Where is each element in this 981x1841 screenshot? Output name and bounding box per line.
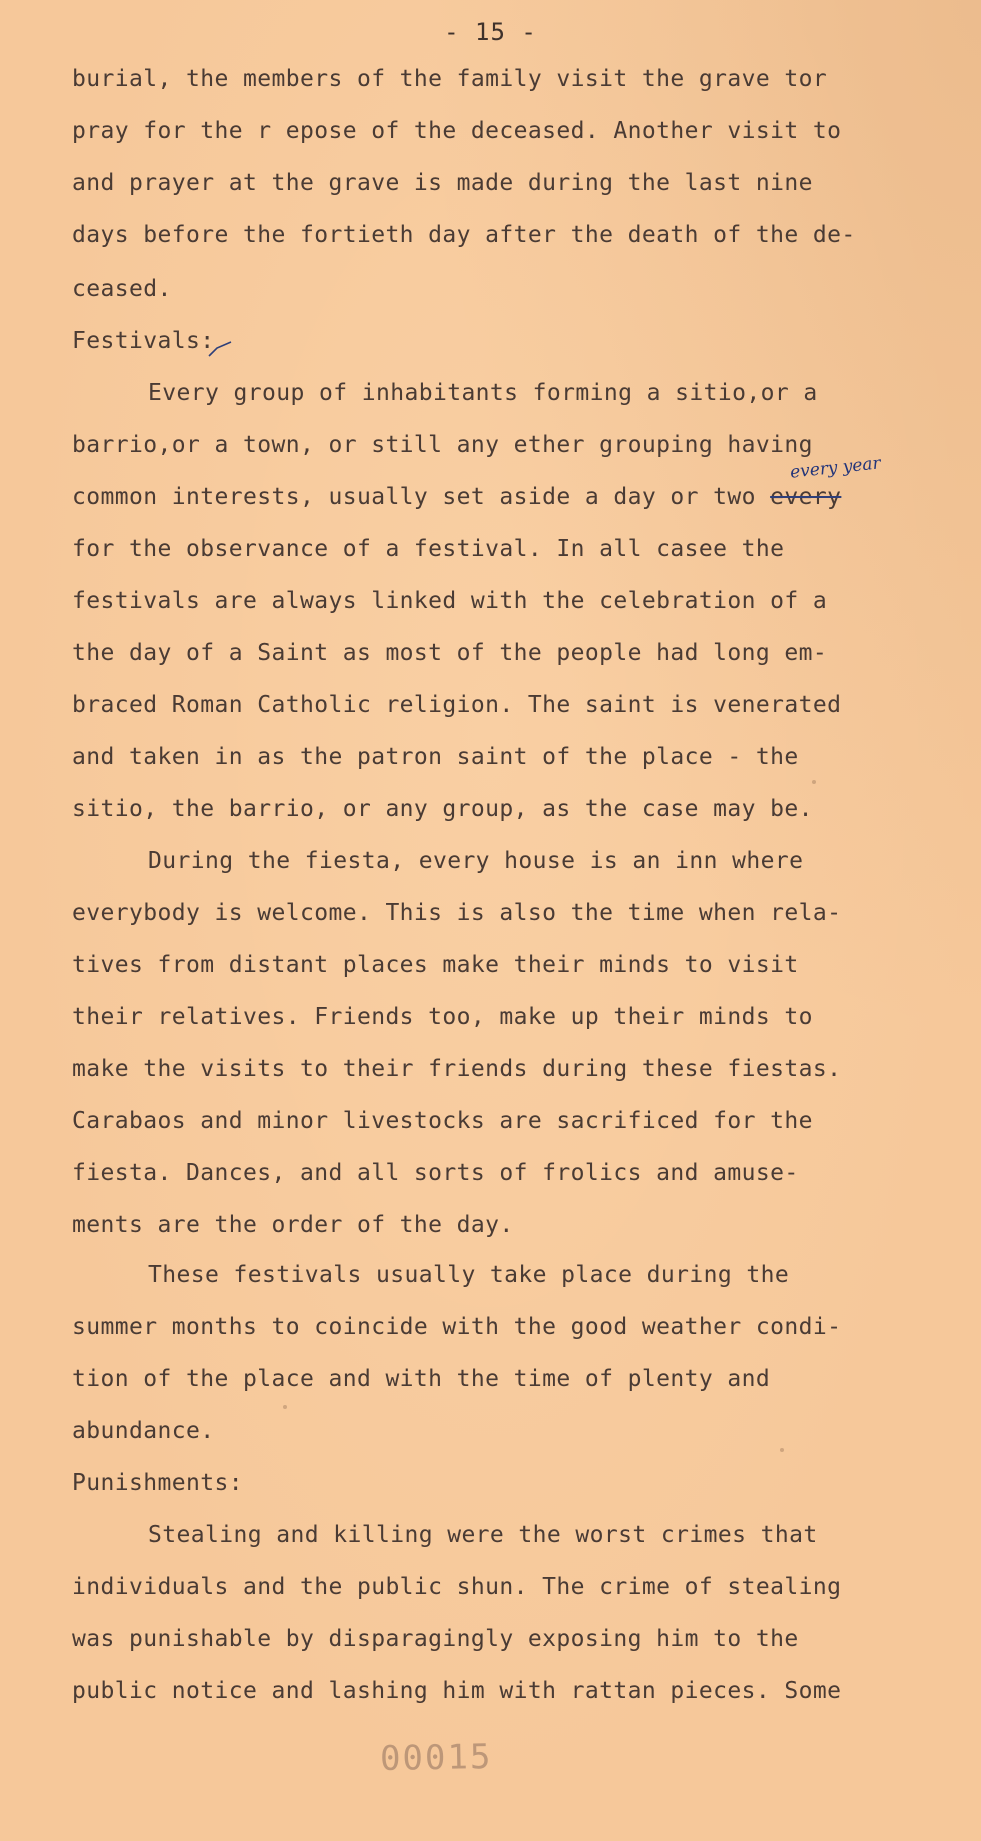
text-line-segment: common interests, usually set aside a day or two xyxy=(72,484,756,510)
text-line: barrio,or a town, or still any ether grouping having xyxy=(72,432,813,458)
section-heading-punishments: Punishments: xyxy=(72,1470,243,1496)
text-line: and prayer at the grave is made during the last nine xyxy=(72,170,813,196)
text-line: braced Roman Catholic religion. The saint is venerated xyxy=(72,692,842,718)
text-line: summer months to coincide with the good weather condi- xyxy=(72,1314,842,1340)
text-line: and taken in as the patron saint of the place - the xyxy=(72,744,799,770)
text-line: burial, the members of the family visit the grave tor xyxy=(72,66,828,92)
struck-word: every xyxy=(770,484,842,510)
text-line: everybody is welcome. This is also the time when rela- xyxy=(72,900,842,926)
paper-speck xyxy=(812,780,816,784)
text-line: sitio, the barrio, or any group, as the case may be. xyxy=(72,796,813,822)
text-line: make the visits to their friends during these fiestas. xyxy=(72,1056,842,1082)
text-line: individuals and the public shun. The crime of stealing xyxy=(72,1574,842,1600)
text-line: Carabaos and minor livestocks are sacrificed for the xyxy=(72,1108,813,1134)
paper-speck xyxy=(283,1405,287,1409)
text-line: public notice and lashing him with rattan pieces. Some xyxy=(72,1678,842,1704)
text-line: was punishable by disparagingly exposing him to the xyxy=(72,1626,799,1652)
text-line: tives from distant places make their minds to visit xyxy=(72,952,799,978)
text-line: Every group of inhabitants forming a sitio,or a xyxy=(148,380,818,406)
text-line: the day of a Saint as most of the people had long em- xyxy=(72,640,828,666)
text-line: pray for the r epose of the deceased. Another visit to xyxy=(72,118,842,144)
handwritten-insert: every year xyxy=(789,453,882,483)
text-line: their relatives. Friends too, make up their minds to xyxy=(72,1004,813,1030)
paper-speck xyxy=(780,1448,784,1452)
check-mark-icon xyxy=(207,340,233,358)
text-line: for the observance of a festival. In all casee the xyxy=(72,536,785,562)
text-line: fiesta. Dances, and all sorts of frolics and amuse- xyxy=(72,1160,799,1186)
document-stamp: 00015 xyxy=(379,1737,493,1779)
section-heading-festivals: Festivals: xyxy=(72,328,215,354)
text-line: festivals are always linked with the celebration of a xyxy=(72,588,828,614)
text-line: days before the fortieth day after the death of the de- xyxy=(72,222,856,248)
text-line xyxy=(72,484,841,510)
text-line: Stealing and killing were the worst crimes that xyxy=(148,1522,818,1548)
text-line: ceased. xyxy=(72,276,172,302)
text-line: tion of the place and with the time of plenty and xyxy=(72,1366,771,1392)
text-line: ments are the order of the day. xyxy=(72,1212,514,1238)
text-line: abundance. xyxy=(72,1418,215,1444)
text-line: During the fiesta, every house is an inn where xyxy=(148,848,804,874)
text-line: These festivals usually take place during the xyxy=(148,1262,790,1288)
page-number: - 15 - xyxy=(444,18,537,46)
